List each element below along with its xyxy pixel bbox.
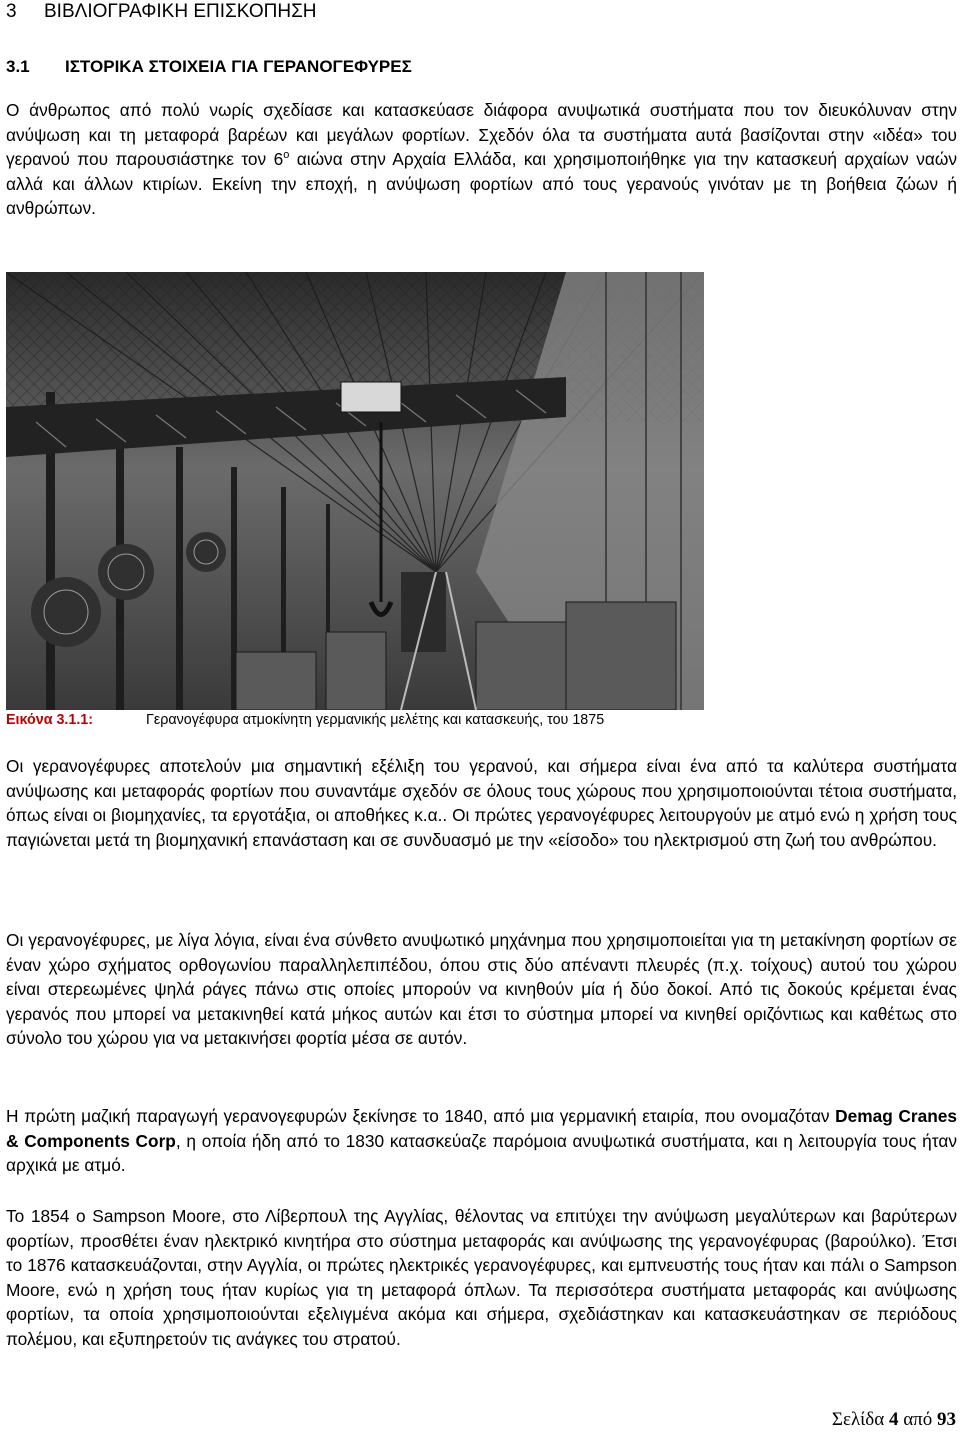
paragraph-overhead-cranes: Οι γερανογέφυρες αποτελούν μια σημαντική εξέλιξη του γερανού, και σήμερα είναι ένα από τα καλύτερα συστήματα ανύψωσης και μεταφοράς φορτίων που συναντάμε σχεδόν σε όλους τους χώρους που χρησιμοποιούνται τέτοια συστήματα, όπως είναι οι βιομηχανίες, τα εργοτάξια, οι αποθήκες κ.α.. Οι πρώτες γερανογέφυρες λειτουργούν με ατμό ενώ η χρήση τους παγιώνεται μετά τη βιομηχανική επανάσταση και σε συνδυασμό με την «είσοδο» του ηλεκτρισμού στη ζωή του ανθρώπου. xyxy=(6,756,957,850)
current-page-number: 4 xyxy=(888,1409,899,1430)
paragraph-sampson-moore: Το 1854 ο Sampson Moore, στο Λίβερπουλ της Αγγλίας, θέλοντας να επιτύχει την ανύψωση μεγαλύτερων και βαρύτερων φορτίων, προσθέτει έναν ηλεκτρικό κινητήρα στο σύστημα μεταφοράς και ανύψωσης της γερανογέφυρας (βαρούλκο). Έτσι το 1876 κατασκευάζονται, στην Αγγλία, οι πρώτες ηλεκτρικές γερανογέφυρες, και εμπνευστής τους ήταν και πάλι ο Sampson Moore, ενώ η χρήση τους ήταν κυρίως για τη μεταφορά όπλων. Τα περισσότερα συστήματα μεταφοράς και ανύψωσης φορτίων, τα οποία χρησιμοποιούνται εξελιγμένα ακόμα και σήμερα, σχεδιάστηκαν και κατασκευάστηκαν σε περιόδους πολέμου, και εξυπηρετούν τις ανάγκες του στρατού. xyxy=(6,1206,957,1349)
subsection-number: 3.1 xyxy=(6,57,30,76)
paragraph-definition: Οι γερανογέφυρες, με λίγα λόγια, είναι ένα σύνθετο ανυψωτικό μηχάνημα που χρησιμοποιείται για τη μετακίνηση φορτίων σε έναν χώρο σχήματος ορθογωνίου παραλληλεπιπέδου, όπου στις δύο απέναντι πλευρές (π.χ. τοίχους) αυτού του χώρου είναι στερεωμένες ψηλά ράγες πάνω στις οποίες μπορούν να κινηθούν μία ή δύο δοκοί. Από τις δοκούς κρέμεται ένας γερανός που μπορεί να μετακινηθεί κατά μήκος αυτών και έτσι το σύστημα μπορεί να κινηθεί οριζόντιως και καθέτως στο σύνολο του χώρου για να μετακινήσει φορτία μέσα σε αυτόν. xyxy=(6,930,957,1049)
figure-caption xyxy=(6,711,604,729)
paragraph-intro: Ο άνθρωπος από πολύ νωρίς σχεδίασε και κατασκεύασε διάφορα ανυψωτικά συστήματα που τον διευκόλυναν στην ανύψωση και τη μεταφορά βαρέων και μεγάλων φορτίων. Σχεδόν όλα τα συστήματα αυτά βασίζονται στην «ιδέα» του γερανού που παρουσιάστηκε τον $6^o$ αιώνα στην Αρχαία Ελλάδα, και χρησιμοποιήθηκε για την κατασκευή αρχαίων ναών αλλά και άλλων κτιρίων. Εκείνη την εποχή, η ανύψωση φορτίων από τους γερανούς γινόταν με τη βοήθεια ζώων ή ανθρώπων. xyxy=(6,100,957,219)
figure-caption-label: Εικόνα 3.1.1: xyxy=(6,712,94,728)
page-footer: Σελίδα 4 από 93 xyxy=(831,1409,956,1430)
section-title: ΒΙΒΛΙΟΓΡΑΦΙΚΗ ΕΠΙΣΚΟΠΗΣΗ xyxy=(44,1,317,22)
section-number: 3 xyxy=(6,1,17,22)
crane-engraving-image xyxy=(6,272,704,710)
company-name: Demag Cranes & Components Corp xyxy=(6,1106,957,1151)
subsection-title: ΙΣΤΟΡΙΚΑ ΣΤΟΙΧΕΙΑ ΓΙΑ ΓΕΡΑΝΟΓΕΦΥΡΕΣ xyxy=(65,57,412,76)
total-page-count: 93 xyxy=(937,1409,956,1430)
paragraph-demag: Η πρώτη μαζική παραγωγή γερανογεφυρών ξεκίνησε το 1840, από μια γερμανική εταιρία, που ονομαζόταν Demag Cranes & Components Corp, η οποία ήδη από το 1830 κατασκεύαζε παρόμοια ανυψωτικά συστήματα, και η λειτουργία τους ήταν αρχικά με ατμό. xyxy=(6,1106,957,1176)
section-heading xyxy=(6,0,317,24)
subsection-heading xyxy=(6,56,412,78)
figure-caption-text: Γερανογέφυρα ατμοκίνητη γερμανικής μελέτης και κατασκευής, του 1875 xyxy=(146,712,605,728)
